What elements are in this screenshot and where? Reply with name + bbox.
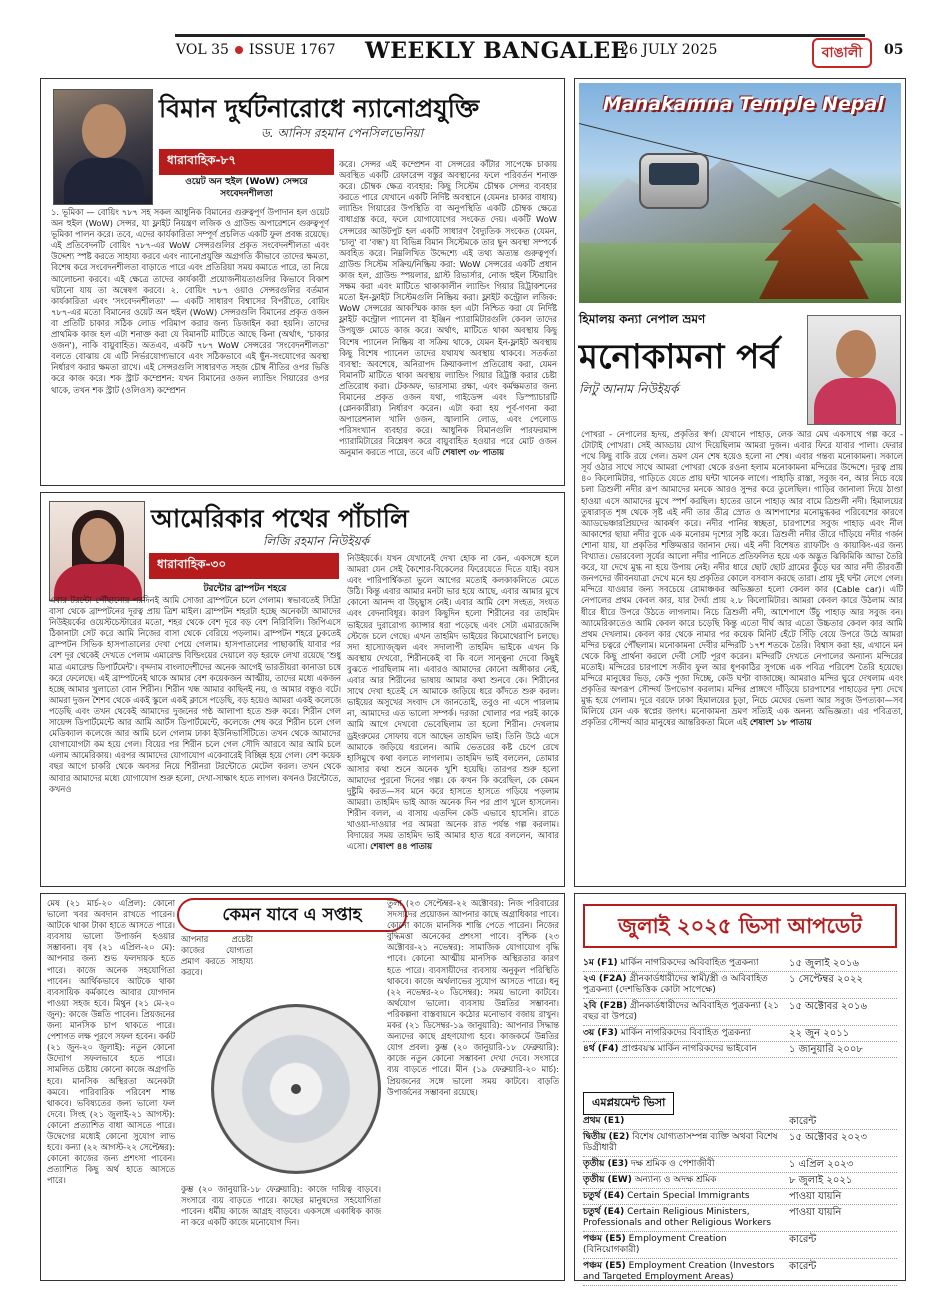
visa-date: ১৫ জুলাই ২০১৬ (789, 958, 859, 969)
visa-code: পঞ্চম (E5) (583, 1261, 626, 1271)
article-headline: মনোকামনা পর্ব (579, 337, 779, 377)
horoscope-column-2: আপনার প্রচেষ্টা কাজের যোগ্যতা প্রমাণ করতে সাহায্য করবে। (181, 934, 253, 978)
masthead (0, 0, 945, 72)
article-column-1: ১. ভূমিকা — বোয়িং ৭৮৭ সহ সকল আধুনিক বিমানের গুরুত্বপূর্ণ উপাদান হল ওয়েট অন হুইল (WoW) সেন্সর, যা ফ্লাইট নিয়ন্ত্রণ লজিক ও গ্রাউন্ড অপারেশনে গুরুত্বপূর্ণ ভূমিকা পালন করে। তবে, এদের কার্যকারিতা সম্পূর্ণ প্রচলিত একটি ফুল প্রবন্ধ রয়েছে। এই প্রতিবেদনটি বোয়িং ৭৮৭-এর WoW সেন্সরগুলির প্রকৃত সংবেদনশীলতা এবং উদ্দেশ্য স্পষ্ট করতে সাহায্য করবে এবং ন্যানোপ্রযুক্তি অগ্রগতি কীভাবে তাদের ক্ষমতা, বিশেষ করে সংবেদনশীলতা বাড়াতে পারে এবং প্রতিরিয়া সময় কমাতে পারে, তা নিয়ে আলোচনা করবে। এই ক্ষেত্রে তাদের কার্যকারী প্রয়োজনীয়তাগুলির কিভাবে বিকাশ ঘটানো যায় তা অন্বেষণ করবে। ২. বোয়িং ৭৮৭ ওয়াও সেন্সরগুলির বর্তমান কার্যকারিতা এবং 'সংবেদনশীলতা' — একটি সাধারণ বিশ্বাসের বিপরীতে, বোয়িং ৭৮৭-এর মতো বিমানের ওয়েট অন হুইল (WoW) সেন্সরগুলি বিমানের প্রকৃত ওজন বা প্রতিটি চাকার সঠিক লোড পরিমাপ করার জন্য ডিজাইন করা হয়নি। তাদের প্রাথমিক কাজ হল এটা শনাক্ত করা যে বিমানটি মাটিতে আছে কিনা (অর্থাৎ, 'চাকার ওজন'), নাকি বায়ুবাহিত। অতএব, একটি ৭৮৭ WoW সেন্সরের 'সংবেদনশীলতা' বলতে বোঝায় যে এটি নির্ভরযোগ্যভাবে এবং সঠিকভাবে এই ছুঁন-সংযোগের অবস্থা নির্ধারণ করার ক্ষমতা রাখে। এই সেন্সরগুলি সাধারণত সহজ চৌম্ব নীতির ওপর ভিত্তি করে কাজ করে। শক স্ট্রাট কম্প্রেশন: যখন বিমানের ওজন ল্যান্ডিং গিয়ারের ওপর থাকে, তখন শক স্ট্রাট (ওলিওস) কম্প্রেশন (51, 207, 329, 395)
horoscope-column-3: তুলা (২৩ সেপ্টেম্বর-২২ অক্টোবর): নিজ পরিবারের সদস্যদের প্রয়োজন আপনার কাছে অগ্রাধিকার পাবে। কোনো কাজে মানসিক শান্তি পেতে পারেন। নিজের বুদ্ধিমত্তা অনেকের প্রশংসা পাবে। বৃশ্চিক (২৩ অক্টোবর-২১ নভেম্বর): সামাজিক যোগাযোগ বৃদ্ধি পাবে। কোনো আত্মীয় মানসিক অস্থিরতার কারণ হতে পারে। ব্যবসায়ীদের ব্যবসায় অনুকূল পরিস্থিতি থাকবে। কাজে অর্থলাভের সুযোগ আসতে পারে। ধনু (২২ নভেম্বর-২০ ডিসেম্বর): সময় ভালো কাটবে। অর্থযোগ ভালো। ব্যবসায় উন্নতির সম্ভাবনা। পরিকল্পনা বাস্তবায়নে কঠোর মনোভাব বজায় রাখুন। মকর (২১ ডিসেম্বর-১৯ জানুয়ারি): আপনার সিদ্ধান্ত অন্যদের কাছে গ্রহণযোগ্য হবে। কাজকর্মে উন্নতির যোগ প্রবল। কুম্ভ (২০ জানুয়ারি-১৮ ফেব্রুয়ারি): কাজে নতুন কোনো সম্ভাবনা দেখা দেবে। সংসারে ব্যয় বাড়তে পারে। মীন (১৯ ফেব্রুয়ারি-২০ মার্চ): প্রিয়জনের সঙ্গে ভালো সময় কাটবে। বাড়তি উপার্জনের সম্ভাবনা রয়েছে। (387, 898, 559, 1097)
visa-row (583, 1026, 897, 1042)
volume-issue (176, 42, 335, 58)
visa-banner: জুলাই ২০২৫ ভিসা আপডেট (583, 904, 897, 948)
article-column-2 (347, 553, 559, 883)
visa-category (583, 1191, 783, 1202)
visa-code: দ্বিতীয় (E2) (583, 1132, 630, 1142)
visa-code: তৃতীয় (E3) (583, 1159, 629, 1169)
author-suit (64, 158, 144, 204)
continued-note: শেষাংশ ৩৮ পাতায় (442, 447, 505, 458)
visa-row (583, 1189, 897, 1205)
visa-row (583, 1173, 897, 1189)
visa-label: Employment Creation (Investors and Targeted Employment Areas) (583, 1261, 775, 1282)
visa-category (583, 1261, 783, 1283)
employment-visa-heading: এমপ্লয়মেন্ট ভিসা (583, 1092, 674, 1115)
article-headline: বিমান দুর্ঘটনারোধে ন্যানোপ্রযুক্তি (159, 94, 480, 123)
author-face (80, 518, 116, 562)
visa-label: অন্যান্য ও অদক্ষ শ্রমিক (634, 1175, 717, 1185)
visa-date: ১৫ অক্টোবর ২০১৬ (789, 1001, 868, 1012)
banner-title: Manakamna Temple Nepal (603, 93, 884, 115)
visa-code: পঞ্চম (E5) (583, 1234, 626, 1244)
visa-code: চতুর্থ (E4) (583, 1191, 625, 1201)
visa-code: ৩য় (F3) (583, 1028, 618, 1038)
author-shirt (814, 378, 896, 425)
visa-date: ১ জানুয়ারি ২০০৮ (789, 1044, 863, 1055)
visa-code: ২এ (F2A) (583, 974, 627, 984)
visa-label: গ্রীনকার্ডধারীদের স্বামী/স্ত্রী ও অবিবাহিত পুত্রকন্যা (দেশভিত্তিক কোটা সাপেক্ষে) (583, 974, 768, 995)
visa-row (583, 1259, 897, 1286)
visa-update-section (574, 893, 906, 1281)
visa-category (583, 974, 783, 996)
visa-label: গ্রীনকার্ডধারীদের অবিবাহিত পুত্রকন্যা (২১ বছর বা উপরে) (583, 1001, 780, 1022)
horoscope-column-1: মেষ (২১ মার্চ-২০ এপ্রিল): কোনো ভালো খবর অবদান রাখতে পারেন। আটকে থাকা টাকা হাতে আসতে পারে। ব্যবসায় ভালো উপার্জন হওয়ার সম্ভাবনা। বৃষ (২১ এপ্রিল-২০ মে): আপনার জন্য শুভ ফলদায়ক হতে পারে। কাজে অনেক সহযোগিতা পাবেন। আর্থিকভাবে আটকে থাকা ব্যবসায়িক কর্মকাণ্ডে আবার যোগদান পাওয়া সহজ হবে। মিথুন (২১ মে-২০ জুন): কাজে উন্নতি পাবেন। প্রিয়জনের জন্য মানসিক চাপ থাকতে পারে। পেশাগত লক্ষ পূরণে সফল হবেন। কর্কট (২১ জুন-২০ জুলাই): নতুন কোনো উদ্যোগ সফলভাবে হতে পারে। সামলিত চেষ্টায় কোনো কাজে অগ্রগতি হবে। মানসিক অস্থিরতা অনেকটা কমবে। পারিবারিক পরিবেশ শান্ত থাকবে। ভবিষ্যতের জন্য ভালো ফল দেবে। সিংহ (২১ জুলাই-২১ আগস্ট): কোনো প্রত্যাশিত বাধা আসতে পারে। উদ্বেগের মধ্যেই কোনো সুযোগ লাভ হবে। কন্যা (২২ আগস্ট-২২ সেপ্টেম্বর): কোনো কাজের জন্য প্রশংসা পাবেন। প্রত্যাশিত কিছু অর্থ হাতে আসতে পারে। (47, 898, 175, 1186)
visa-category (583, 1028, 783, 1039)
visa-date: পাওয়া যায়নি (789, 1207, 842, 1218)
mountain-shape (579, 143, 901, 243)
visa-category (583, 1132, 783, 1154)
zodiac-wheel-icon (211, 1004, 381, 1174)
series-tag: ধারাবাহিক-৩০ (149, 553, 339, 579)
visa-code: প্রথম (E1) (583, 1116, 625, 1126)
visa-code: তৃতীয় (EW) (583, 1175, 632, 1185)
visa-code: চতুর্থ (E4) (583, 1207, 625, 1217)
horoscope-banner: কেমন যাবে এ সপ্তাহ (177, 898, 407, 932)
visa-row (583, 1130, 897, 1157)
visa-category (583, 1175, 783, 1186)
visa-label: Certain Special Immigrants (627, 1191, 750, 1201)
visa-label: মার্কিন নাগরিকদের বিবাহিত পুত্রকন্যা (620, 1028, 752, 1038)
visa-label: বিশেষ যোগ্যতাসম্পন্ন ব্যক্তি অথবা বিশেষ ডিগ্রীধারী (583, 1132, 778, 1153)
visa-category (583, 1116, 783, 1127)
continued-note: শেষাংশ ৪৪ পাতায় (370, 841, 432, 852)
issue-date: 26 JULY 2025 (620, 42, 718, 58)
article-kicker: হিমালয় কন্যা নেপাল ভ্রমণ (579, 312, 706, 326)
visa-label: Certain Religious Ministers, Professionals and other Religious Workers (583, 1207, 772, 1228)
article-column-2 (339, 159, 557, 481)
visa-row (583, 1205, 897, 1232)
temple-banner-image (579, 83, 901, 303)
page-number: 05 (884, 42, 904, 58)
author-photo (807, 315, 901, 425)
employment-visa-list (583, 1114, 897, 1286)
header-rule (175, 34, 865, 37)
issue: ISSUE 1767 (248, 42, 336, 58)
visa-code: ৪র্থ (F4) (583, 1044, 619, 1054)
visa-date: ১ এপ্রিল ২০২৩ (789, 1159, 854, 1170)
article-body (581, 429, 903, 881)
visa-row (583, 1114, 897, 1130)
visa-row (583, 1157, 897, 1173)
visa-label: প্রাপ্তবয়স্ক মার্কিন নাগরিকদের ভাইবোন (621, 1044, 757, 1054)
author-face (82, 104, 126, 158)
visa-label: দক্ষ শ্রমিক ও পেশাজীবী (631, 1159, 715, 1169)
visa-date: ৮ জুলাই ২০২১ (789, 1175, 853, 1186)
continued-note: শেষাংশ ১৮ পাতায় (749, 717, 812, 728)
article-byline: লিটু আনাম নিউইয়র্ক (579, 382, 679, 396)
series-tag: ধারাবাহিক-৮৭ (159, 149, 334, 175)
article-byline: ড. আনিস রহমান পেনসিলভেনিয়া (261, 126, 424, 140)
visa-category (583, 1207, 783, 1229)
article-headline: আমেরিকার পথের পাঁচালি (151, 504, 409, 533)
article-column-1: এবার টরন্টো পৌঁছানোর পরদিনই আমি সোজা ব্রাম্পটনে চলে গেলাম। স্বভাবতেই সিদ্রিা বাসা থেকে ব্রাম্পটনের দূরত্ব প্রায় ত্রিশ মাইল। ব্রাম্পটন শহরটা হচ্ছে অনেকটা আমাদের নিউইয়র্কের ওয়েস্টচেস্টারের মতো, শহর থেকে বেশ দূরে বড় বেশ নিরিবিলি। জিপিএসে ঠিকানাটা সেট করে আমি নিজের বাসা থেকে বেরিয়ে পড়লাম। ব্রাম্পটন শহরে ঢুকতেই ব্রাম্পটন সিভিক হাসপাতালের দেখা পেয়ে গেলাম। হাসপাতালের পাছাকাছি যাবার পর বেশ দূর থেকেই দেখতে পেলাম এমারেল্ড বিল্ডিংয়ের দেয়ালে বড় হরফে লেখা রয়েছে 'শুধু মাত্র এমারেল্ড ডিপার্টমেন্ট'। বৃদ্দদাম বাংলাদেশীদের অনেক আগেই ভারতীয়রা কানাডা চষে করে ফেলেছে। এই ব্রাম্পটনেই থাকে আমার বেশ কয়েকজন আত্মীয়, তাদের মধ্যে একজন হচ্ছে আমার খুলাতো বোন শিরীন। শিরীন খন্ধ আমার কাছিনই নয়, ও আমার বন্ধুও বটে। আমরা দুজন শৈশব থেকে একই স্কুলে একই ক্লাসে পড়েছি, বড় হয়েও আমরা একই কলেজে পড়েছি এবং তখন থেকেই আমাদের দুজনের গণ্ঠ আলাপা হতে শুরু করে। শিরীন গেল সায়েন্স ডিপার্টমেন্টে আর আমি আর্টস ডিপার্টমেন্টে, কলেজে শেষ করে শিরীন চলে গেল মেডিক্যাল কলেজে আর আমি চলে গেলাম ঢাকা ইউনিভার্সিটিতে। তখন থেকে আমাদের যোগাযোগটা কম হয়ে গেল। বিয়ের পর শিরীন চলে গেল সৌদি আরবে আর আমি চলে এলাম আমেরিকায়। এরপর আমাদের যোগাযোগ একেবারেই বিচ্ছিন্ন হয়ে গেল। বেশ কয়েক বছর আগে চাকরি থেকে অবসর নিয়ে শিরীনরা টরন্টোতে মেটেল করল। তখন থেকে আবার আমাদের মধ্যে যোগাযোগ শুরু হলো, দেখা-সাক্ষাৎ হতে লাগল। কখনও টরন্টোতে, কখনও (49, 595, 341, 794)
visa-date: কারেন্ট (789, 1234, 817, 1245)
visa-category (583, 1159, 783, 1170)
visa-label: মার্কিন নাগরিকদের অবিবাহিত পুত্রকন্যা (620, 958, 759, 968)
volume: VOL 35 (176, 42, 229, 58)
article-america (40, 492, 565, 887)
article-nanotech (40, 78, 565, 486)
visa-date: কারেন্ট (789, 1116, 817, 1127)
visa-category (583, 1001, 783, 1023)
visa-category (583, 1044, 783, 1055)
family-visa-list (583, 956, 897, 1058)
paper-logo: বাঙালী (812, 38, 872, 68)
visa-date: ২২ জুন ২০১১ (789, 1028, 850, 1039)
visa-date: ১ সেপ্টেম্বর ২০২২ (789, 974, 864, 985)
visa-row (583, 1232, 897, 1259)
article-column-2-text: নিউইয়র্কে। যখন যেখানেই দেখা হোক না কেন, একসঙ্গে হলে আমরা যেন সেই কৈশোর-বিকেলের ফিরেযেতে দিতে যাই। বয়স এবং পারিপার্শ্বিকতা ভুলে আগের মতোই কলকাকলিতে মেতে উঠি। কিন্তু এবার আমার মনটা ভার হয়ে আছে, এবার আমার মুখে কোনো আনন্দ বা উচ্ছ্বাস নেই। এবার আমি বেশ সংহত, সংযত এবং বেদনাবিধূর। কারণ কিছুদিন হলো শিরীনের বর তাহমিদ ভাইয়ের দুরারোগ্য ক্যান্সার ধরা পড়েছে এবং সেটা এমারজেন্সি স্টেজে চলে গেছে। এখন তাহমিদ ভাইয়ের কিমোথেরাপি চলছে। সদা হাস্যোজ্জ্বল এবং সদালাপী তাহমিদ ভাইকে এখন কি অবস্থায় দেখবো, শিরীনকেই বা কি বলে সান্ত্বনা দেবো কিছুই বুঝতে পারছিলাম না। এবারও আমাদের কোনো অঙ্গীকার নেই, এবার আর শিরীনের ভাষায় আমার কথা শুনবে কে। শিরীনের সাথে দেখা হতেই সে আমাকে জড়িয়ে ধরে কাঁদতে শুরু করল। ভাইয়ের অসুখের সংবাদ সে জানতোই, তবুও না এসে পারলাম না, আমাদের এত ভালো সম্পর্ক। দরজা খোলার পর পরই কাকে আমি আগে দেখবো ভেবেছিলাম তা হলো শিরীন। দেখলাম ড্রইংরুমের সোফায় বসে আছেন তাহমিদ ভাই। তিনি উঠে এসে আমাকে জড়িয়ে ধরলেন। আমি ভেতরের কষ্ট চেপে রেখে হাসিমুখে কথা বলতে লাগলাম। তাহমিদ ভাই বললেন, তোমার আসার কথা শুনে অনেক খুশি হয়েছি। তারপর শুরু হলো আমাদের পুরনো দিনের গল্প। কে কখন কি করেছিল, কে কেমন দুষ্টুমি করত—সব মনে করে হাসতে হাসতে গড়িয়ে পড়লাম আমরা। তাহমিদ ভাই আজ অনেক দিন পর প্রাণ খুলে হাসলেন। শিরীন বলল, এ বাসায় এতদিন কেউ এভাবে হাসেনি। রাতে খাওয়া-দাওয়ার পর আমরা অনেক রাত পর্যন্ত গল্প করলাম। বিদায়ের সময় তাহমিদ ভাই আমার হাত ধরে বললেন, আবার এসো। (347, 553, 559, 852)
visa-row (583, 999, 897, 1026)
horoscope-section (40, 893, 565, 1281)
visa-code: ২বি (F2B) (583, 1001, 628, 1011)
visa-label: Employment Creation (বিনিয়োগকারী) (583, 1234, 727, 1255)
visa-date: ১৫ অক্টোবর ২০২৩ (789, 1132, 868, 1143)
article-byline: লিজি রহমান নিউইয়র্ক (263, 534, 370, 548)
visa-date: পাওয়া যায়নি (789, 1191, 842, 1202)
bullet-icon (235, 46, 243, 54)
visa-date: কারেন্ট (789, 1261, 817, 1272)
article-subtitle: ওয়েট অন হুইল (WoW) সেন্সরে সংবেদনশীলতা (185, 177, 308, 199)
visa-row (583, 956, 897, 972)
visa-category (583, 958, 783, 969)
author-photo (49, 501, 145, 601)
visa-row (583, 972, 897, 999)
visa-row (583, 1042, 897, 1058)
visa-category (583, 1234, 783, 1256)
horoscope-column-4: কুম্ভ (২০ জানুয়ারি-১৮ ফেব্রুয়ারি): কাজে দায়িত্ব বাড়বে। সংসারে ব্যয় বাড়তে পারে। কাছের মানুষদের সহযোগিতা পাবেন। ধর্মীয় কাজে আগ্রহ বাড়বে। একসঙ্গে একাধিক কাজ না করে একটি কাজে মনোযোগ দিন। (181, 1184, 381, 1228)
cable-car-icon (639, 153, 709, 209)
article-nepal (574, 78, 906, 887)
article-body-text: পোখরা - নেপালের হৃদয়, প্রকৃতির স্বর্গ। যেখানে পাহাড়, লেক আর মেঘ একসাথে গল্প করে - টোটাই পোখরা। সেই আড্ডায় যোগ দিয়েছিলাম আমরা দুজন। এবার ফিরে যাবার পালা। ফেরার পথে কিছু বাকি রয়ে গেল। ভ্রমণ যেন শেষ হয়েও হলো না শেষ। এবার গন্তব্য মনোকামনা। সকালে সূর্য ওঠার সাথে সাথে আমরা পোখরা থেকে রওনা হলাম মনোকামনা মন্দিরের উদ্দেশে। দূরত্ব প্রায় ৪০ কিলোমিটার, গাড়িতে যেতে প্রায় ঘন্টা খানেক লাগে। পাহাড়ি রাস্তা, সবুজ বন, আর নিচে বয়ে চলা ত্রিশুলী নদীর রূপ আমাদের মনকে আরও সুন্দর করে তুলেছিল। গাড়ির জানালা দিয়ে ঠাণ্ডা হাওয়া এসে আমাদের মুখে স্পর্শ করছিল। হাতের ডানে পাহাড় আর বামে ত্রিশুলী নদী। হিমালয়ের তুষারাবৃত শৃঙ্গ থেকে সৃষ্ট এই নদী তার তীব্র স্রোত ও আশপাশের মনোমুগ্ধকর পরিবেশের কারণে অ্যাডভেঞ্চারপ্রিয়দের আকর্ষণ করে। নদীর পানির স্বচ্ছতা, চারপাশের সবুজ পাহাড় এবং নীল আকাশের ছায়া নদীর বুকে এক মনোরম দৃশ্যের সৃষ্টি করে। ত্রিশুলী নদীর তীরে দাঁড়িয়ে নদীর গর্জন শোনা যায়, যা প্রকৃতির শক্তিমত্তার জানান দেয়। এই নদী বিশেষত র‍্যাফটিং ও কায়াকিং-এর জন্য বিখ্যাত। ভোরবেলা সূর্যের আলো নদীর পানিতে প্রতিফলিত হয়ে এক অদ্ভুত ঝিকিমিকি আভা তৈরি করে, যা দেখে মুগ্ধ না হয়ে উপায় নেই। নদীর ধারে ছোট ছোট গ্রামের কুঁড়ে ঘর আর নদী তীরবর্তী জনপদের জীবনযাত্রা দেখে মনে হয় প্রকৃতির কোলে বসবাস করছে তারা। প্রায় দুই ঘন্টা লেগে গেল। মন্দিরে যাওয়ার জন্য সবচেয়ে রোমাঞ্চকর অভিজ্ঞতা হলো কেবল কার (Cable car)। এটি নেপালের প্রথম কেবল কার, যার দৈর্ঘ্য প্রায় ২.৮ কিলোমিটার। আমরা কেবল কারে উঠলাম আর ধীরে ধীরে উপরে উঠতে লাগলাম। নিচে ত্রিশুলী নদী, আশেপাশে উঁচু পাহাড় আর সবুজ বন। অ্যামেরিকাতেও আমি কেবল কারে চড়েছি কিন্তু এতো দীর্ঘ আর এতো উচ্চতার কেবল কার আমি প্রথম দেখলাম। কেবল কার থেকে নামার পর কয়েক মিনিট হেঁটে সিঁড়ি বেয়ে উপরে উঠে আমরা মন্দির চত্বরে পৌঁছলাম। মনোকামনা দেবীর মন্দিরটি ১৭শ শতকে তৈরি। বিশ্বাস করা হয়, এখানে মন থেকে কিছু প্রার্থনা করলে দেবী সেটি পূরণ করেন। মন্দিরটি দেখতে নেপালের অন্যান্য মন্দিরের মতোই। মন্দিরের চারপাশে সজীব ফুল আর ধূপকাঠির সুগন্ধে এক পবিত্র পরিবেশ তৈরি হয়েছে। মন্দিরে মানুষের ভিড়, কেউ পূজা দিচ্ছে, কেউ ঘণ্টা বাজাচ্ছে। আমরাও মন্দির ঘুরে দেখলাম এবং প্রকৃতির অপরূপ সৌন্দর্য উপভোগ করলাম। মন্দির প্রাঙ্গণে দাঁড়িয়ে চারপাশের পাহাড়ের দৃশ্য দেখে মুগ্ধ হয়ে গেলাম। দূরে বরফে ঢাকা হিমালয়ের চূড়া, নিচে মেঘের ভেলা আর সবুজ উপত্যকা—সব মিলিয়ে যেন এক স্বপ্নের জগৎ। মনোকামনা ভ্রমণ সত্যিই এক অনন্য অভিজ্ঞতা। এর পবিত্রতা, প্রকৃতির সৌন্দর্য আর মানুষের আন্তরিকতা মিলে এই (581, 429, 903, 728)
article-subtitle: টরন্টোর ব্রাম্পটন শহরে (203, 584, 287, 594)
author-face (836, 330, 876, 378)
article-column-2-text: করে। সেন্সর এই কম্প্রেশন বা সেন্সরের কাঁটার সাপেক্ষে চাকায় অবস্থিত একটি রেফারেন্স বস্তুর অবস্থানের ফলে পরিবর্তন শনাক্ত করে। চৌম্বক ক্ষেত্র ব্যবহার: কিছু সিস্টেম চৌম্বক সেন্সর ব্যবহার করতে পারে যেখানে একটি নির্দিষ্ট অবস্থানে (যেমনঃ চাকার বাধায়) ল্যান্ডিং গিয়ারের উপস্থিতি বা অনুপস্থিতি একটি চৌম্বক ক্ষেত্রে বাধাগ্রস্ত করে, ফলে যোগাযোগের সংকেত দেয়। একটি WoW সেন্সরের আউটপুট হল একটি সাধারণ বৈদ্যুতিক সংকেত (যেমন, 'চালু' বা 'বন্ধ') যা বিভিন্ন বিমান সিস্টেমকে তার ছুন অবস্থা সম্পর্কে অবহিত করে। নিম্নলিখিত উদ্দেশ্যে এই তথ্য অত্যন্ত গুরুত্বপূর্ণ। গ্রাউন্ড সিস্টেম সক্রিয়/নিষ্ক্রিয় করা: WoW সেন্সরের একটি প্রধান কাজ হল, গ্রাউন্ড স্পয়লার, থ্রাস্ট রিভার্সার, নোজ হুইল স্টিয়ারিং সক্ষম করা এবং মাটিতে থাকাকালীন ল্যান্ডিং গিয়ার রিট্রাকশনের মতো ইন-ফ্লাইট সিস্টেমগুলি নিষ্ক্রিয় করা। ফ্লাইট কন্ট্রোল লজিক: WoW সেন্সরের আকস্মিক কাজ হল এটা নিশ্চিত করা যে নির্দিষ্ট ফ্লাইট কন্ট্রোল প্যানেল বা ইঞ্জিন প্যারামিটারগুলি কেবল তাদের উপযুক্ত মোডে কাজ করে। অর্থাৎ, মাটিতে থাকা অবস্থায় কিছু বিশেষ প্যানেল নিষ্ক্রিয় বা সক্রিয় থাকে, যেমন ইন-ফ্লাইট অবস্থায় কিছু বিশেষ প্যানেল তাদের যথাযথ অবস্থায় থাকবে। সতর্কতা ব্যবস্থা: অবশেষে, অনিরাপদ ক্রিয়াকলাপ প্রতিরোধ করা, যেমন বিমানটি মাটিতে থাকা অবস্থায় ল্যান্ডিং গিয়ার রিট্রাক্ট করার চেষ্টা প্রতিরোধ করা। টেকঅফ, ভারসাম্য রক্ষা, এবং কর্মক্ষমতার জন্য বিমানের প্রকৃত ওজন যথা, গাইডেন্স এবং ডিস্প্যাচারটি (প্লেনকারীরা) নির্ধারণ করেন। এটা করা হয় পূর্ব-গণনা করা অপারেশনাল খালি ওজন, জ্বালানি লোড, এবং পেলোড পরিসংখ্যান ব্যবহার করে। আধুনিক বিমানগুলি পারফরমান্স প্যারামিটারের বিশ্লেষণ করে বায়ুবাহিত হওয়ার পরে মোট ওজন অনুমান করতে পারে, তবে এটি (339, 159, 557, 458)
author-photo (53, 89, 153, 205)
visa-code: ১ম (F1) (583, 958, 618, 968)
paper-title: WEEKLY BANGALEE (365, 38, 628, 64)
